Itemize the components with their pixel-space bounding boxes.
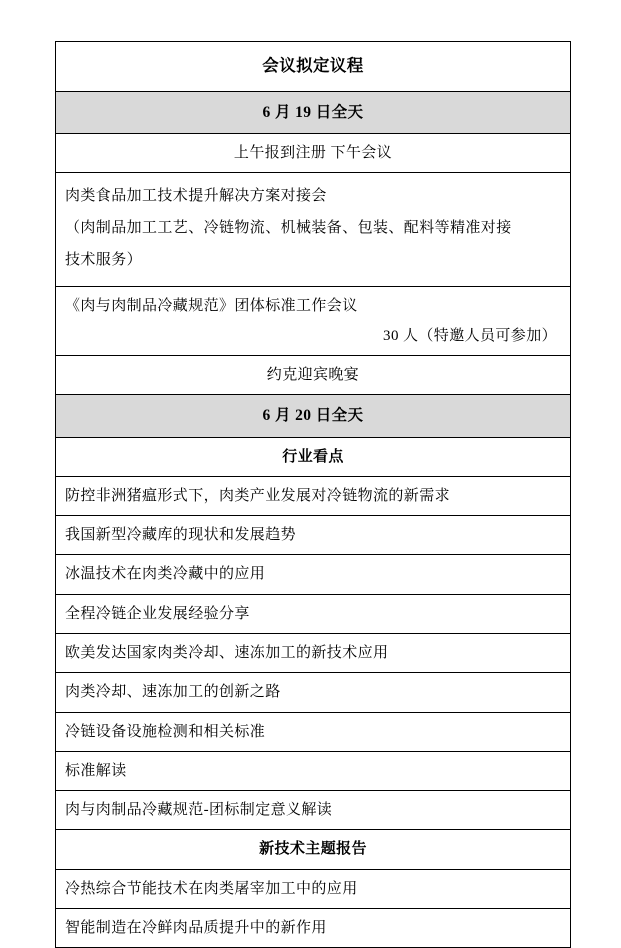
section-new-technology-reports-row xyxy=(56,830,571,869)
session-welcome-banquet-cell xyxy=(56,356,571,395)
session-cold-storage-standard-text xyxy=(56,287,570,356)
session-meat-processing-cell xyxy=(56,173,571,286)
session-cold-storage-standard-row xyxy=(56,286,571,356)
day-header-june-20-text: 6 月 20 日全天 xyxy=(262,407,364,425)
session-meat-processing-line-2: （肉制品加工工艺、冷链物流、机械装备、包装、配料等精准对接 xyxy=(65,219,512,236)
topic-new-cold-storage-text: 我国新型冷藏库的现状和发展趋势 xyxy=(65,527,297,544)
topic-smart-manufacturing-text: 智能制造在冷鲜肉品质提升中的新作用 xyxy=(65,920,327,937)
topic-new-cold-storage-cell xyxy=(56,516,571,555)
agenda-title-text: 会议拟定议程 xyxy=(262,56,364,75)
topic-equipment-testing-cell xyxy=(56,712,571,751)
topic-group-standard-meaning-cell xyxy=(56,791,571,830)
topic-standard-interpretation-text: 标准解读 xyxy=(65,762,127,779)
topic-full-cold-chain-row xyxy=(56,594,571,633)
schedule-june-19-text: 上午报到注册 下午会议 xyxy=(233,144,393,161)
agenda-title-cell xyxy=(56,42,571,92)
section-new-technology-reports-text: 新技术主题报告 xyxy=(259,841,367,858)
topic-innovation-road-cell xyxy=(56,673,571,712)
topic-innovation-road-text: 肉类冷却、速冻加工的创新之路 xyxy=(65,684,281,701)
topic-smart-manufacturing-row xyxy=(56,909,571,948)
agenda-table xyxy=(55,41,571,948)
topic-energy-saving-slaughter-text: 冷热综合节能技术在肉类屠宰加工中的应用 xyxy=(65,880,358,897)
session-welcome-banquet-text: 约克迎宾晚宴 xyxy=(266,367,360,384)
topic-ice-temperature-row xyxy=(56,555,571,594)
session-cold-storage-standard-capacity: 30 人（特邀人员可参加） xyxy=(383,327,557,344)
topic-energy-saving-slaughter-row xyxy=(56,869,571,908)
topic-full-cold-chain-cell xyxy=(56,594,571,633)
agenda-title-row xyxy=(56,42,571,92)
topic-equipment-testing-row xyxy=(56,712,571,751)
topic-new-cold-storage-row xyxy=(56,516,571,555)
session-meat-processing-text xyxy=(56,173,570,285)
session-cold-storage-standard-title: 《肉与肉制品冷藏规范》团体标准工作会议 xyxy=(65,297,358,314)
session-meat-processing-line-3: 技术服务） xyxy=(65,251,143,268)
session-meat-processing-row xyxy=(56,173,571,286)
topic-group-standard-meaning-text: 肉与肉制品冷藏规范-团标制定意义解读 xyxy=(65,802,333,819)
session-meat-processing-line-1: 肉类食品加工技术提升解决方案对接会 xyxy=(65,188,327,205)
session-cold-storage-standard-cell xyxy=(56,286,571,356)
section-industry-highlights-cell xyxy=(56,437,571,476)
topic-europe-america-freezing-text: 欧美发达国家肉类冷却、速冻加工的新技术应用 xyxy=(65,645,389,661)
day-header-june-19-text: 6 月 19 日全天 xyxy=(262,103,364,121)
topic-equipment-testing-text: 冷链设备设施检测和相关标准 xyxy=(65,723,266,740)
topic-smart-manufacturing-cell xyxy=(56,909,571,948)
section-new-technology-reports-cell xyxy=(56,830,571,869)
day-header-june-19-row xyxy=(56,91,571,133)
section-industry-highlights-text: 行业看点 xyxy=(282,448,344,465)
topic-standard-interpretation-cell xyxy=(56,751,571,790)
topic-ice-temperature-text: 冰温技术在肉类冷藏中的应用 xyxy=(65,566,266,583)
agenda-table-body xyxy=(56,42,571,948)
day-header-june-19-cell xyxy=(56,91,571,133)
topic-standard-interpretation-row xyxy=(56,751,571,790)
topic-energy-saving-slaughter-cell xyxy=(56,869,571,908)
session-welcome-banquet-row xyxy=(56,356,571,395)
topic-europe-america-freezing-row xyxy=(56,634,571,673)
schedule-june-19-row xyxy=(56,133,571,172)
topic-innovation-road-row xyxy=(56,673,571,712)
topic-full-cold-chain-text: 全程冷链企业发展经验分享 xyxy=(65,605,250,622)
topic-ice-temperature-cell xyxy=(56,555,571,594)
topic-europe-america-freezing-cell xyxy=(56,634,571,673)
day-header-june-20-row xyxy=(56,395,571,437)
day-header-june-20-cell xyxy=(56,395,571,437)
topic-african-swine-fever-text: 防控非洲猪瘟形式下，肉类产业发展对冷链物流的新需求 xyxy=(65,487,451,504)
section-industry-highlights-row xyxy=(56,437,571,476)
topic-group-standard-meaning-row xyxy=(56,791,571,830)
topic-african-swine-fever-cell xyxy=(56,476,571,515)
topic-african-swine-fever-row xyxy=(56,476,571,515)
schedule-june-19-cell xyxy=(56,133,571,172)
